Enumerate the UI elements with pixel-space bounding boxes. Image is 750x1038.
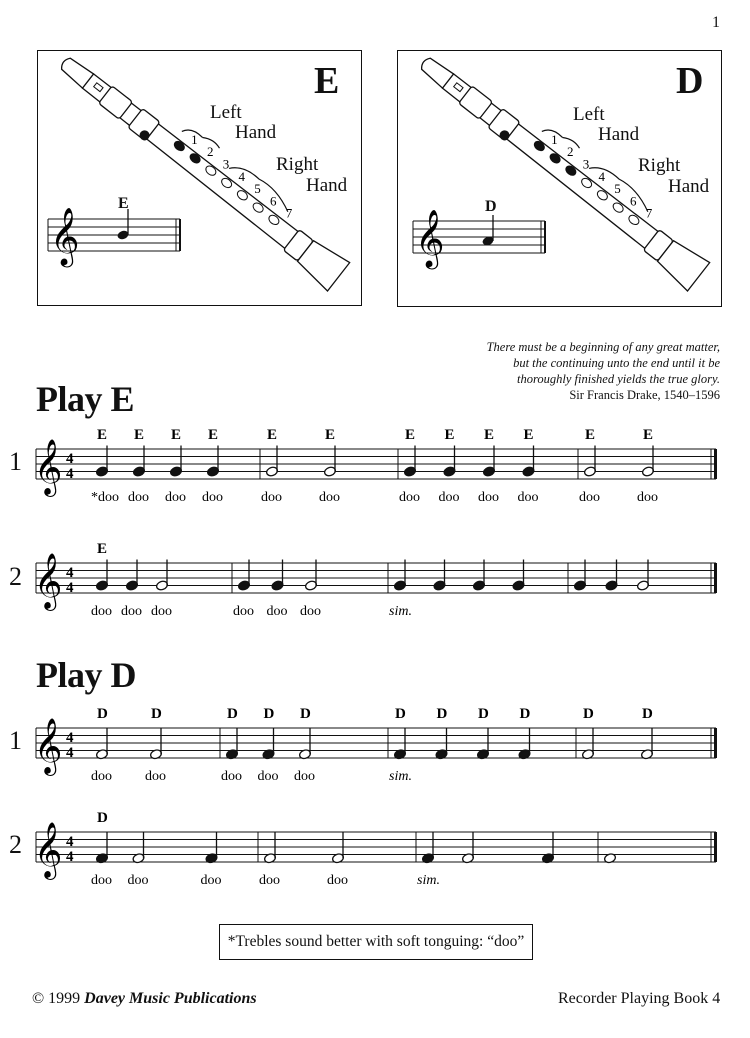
- lyric-syllable: doo: [266, 604, 288, 619]
- note-label: D: [97, 706, 108, 722]
- exercise-number: 1: [9, 447, 22, 476]
- lyric-syllable: doo: [127, 873, 149, 888]
- lyric-syllable: doo: [517, 490, 539, 505]
- note-label: D: [263, 706, 275, 722]
- time-signature: 4: [66, 834, 74, 850]
- note-label: E: [405, 427, 416, 443]
- lyric-syllable: doo: [257, 769, 279, 784]
- final-barline: [714, 832, 717, 862]
- note-label: E: [643, 427, 654, 443]
- lyric-syllable: doo: [319, 490, 340, 505]
- note-label: D: [151, 706, 162, 722]
- note-label: E: [523, 427, 534, 443]
- lyric-syllable: doo: [121, 604, 142, 619]
- time-signature: 4: [66, 849, 74, 865]
- note-label: E: [97, 427, 108, 443]
- music-system: [34, 810, 717, 888]
- treble-clef: 𝄞: [415, 210, 445, 266]
- publisher-name: Davey Music Publications: [84, 990, 257, 1007]
- hole-number: 3: [582, 156, 590, 172]
- lyric-syllable: doo: [327, 873, 348, 888]
- lyric-syllable: doo: [399, 490, 420, 505]
- lyric-syllable: doo: [259, 873, 280, 888]
- time-signature: 4: [66, 451, 74, 467]
- note-label: E: [171, 427, 182, 443]
- lyric-syllable: doo: [151, 604, 172, 619]
- simile-marking: sim.: [417, 873, 440, 888]
- lyric-syllable: doo: [300, 604, 321, 619]
- note-label: D: [436, 706, 448, 722]
- right-hand-label: Right Hand: [276, 154, 348, 196]
- note-label: E: [585, 427, 596, 443]
- staff-note-label: E: [118, 195, 129, 212]
- lyric-syllable: doo: [233, 604, 254, 619]
- exercise-number: 2: [9, 830, 22, 859]
- hole-number: 6: [629, 193, 637, 209]
- hole-number: 1: [191, 131, 198, 147]
- quote-author: Sir Francis Drake, 1540–1596: [569, 388, 720, 402]
- note-label: E: [325, 427, 336, 443]
- hole-number: 4: [238, 168, 245, 184]
- note-label: D: [478, 706, 489, 722]
- hole-number: 5: [254, 181, 261, 197]
- hole-number: 2: [566, 144, 574, 160]
- lyric-syllable: doo: [579, 490, 600, 505]
- lyric-syllable: doo: [438, 490, 460, 505]
- music-system: [34, 541, 717, 619]
- treble-clef: 𝄞: [34, 824, 63, 877]
- quote-line: thoroughly finished yields the true glory.: [517, 372, 720, 386]
- time-signature: 4: [66, 466, 74, 482]
- lyric-syllable: doo: [637, 490, 658, 505]
- final-barline: [714, 728, 717, 758]
- footnote-box: *Trebles sound better with soft tonguing: “doo”: [219, 924, 533, 960]
- left-hand-label: Left Hand: [210, 102, 277, 143]
- treble-clef: 𝄞: [34, 441, 63, 494]
- left-hand-label: Left Hand: [573, 104, 640, 145]
- lyric-syllable: doo: [221, 769, 242, 784]
- lyric-syllable: doo: [128, 490, 149, 505]
- quote-line: but the continuing unto the end until it be: [513, 356, 720, 370]
- lyric-syllable: doo: [200, 873, 222, 888]
- lyric-syllable: doo: [91, 604, 112, 619]
- treble-clef: 𝄞: [34, 555, 63, 608]
- simile-marking: sim.: [389, 604, 412, 619]
- treble-clef: 𝄞: [34, 720, 63, 773]
- hole-number: 2: [206, 144, 214, 160]
- staff-note-label: D: [485, 198, 497, 215]
- note-label: E: [444, 427, 455, 443]
- lyric-syllable: *doo: [91, 490, 119, 505]
- hole-number: 3: [222, 156, 230, 172]
- footer-book-title: Recorder Playing Book 4: [558, 990, 721, 1007]
- chart-note-letter: D: [676, 60, 704, 102]
- lyric-syllable: doo: [261, 490, 282, 505]
- page-number: 1: [712, 14, 720, 31]
- note-label: D: [227, 706, 238, 722]
- lyric-syllable: doo: [145, 769, 166, 784]
- hole-number: 1: [551, 131, 558, 147]
- hole-number: 6: [269, 193, 277, 209]
- lyric-syllable: doo: [91, 769, 112, 784]
- lyric-syllable: doo: [294, 769, 315, 784]
- note-label: E: [484, 427, 495, 443]
- lyric-syllable: doo: [91, 873, 112, 888]
- treble-clef: 𝄞: [50, 208, 80, 264]
- exercise-number: 1: [9, 726, 22, 755]
- section-title-play-e: Play E: [36, 379, 135, 419]
- note-label: D: [300, 706, 311, 722]
- final-barline: [714, 563, 717, 593]
- lyric-syllable: doo: [202, 490, 223, 505]
- simile-marking: sim.: [389, 769, 412, 784]
- note-label: E: [208, 427, 219, 443]
- note-label: D: [642, 706, 653, 722]
- lyric-syllable: doo: [478, 490, 499, 505]
- quote-line: There must be a beginning of any great matter,: [486, 340, 720, 354]
- copyright-year: © 1999: [32, 990, 81, 1007]
- time-signature: 4: [66, 565, 74, 581]
- hole-number: 7: [285, 205, 293, 221]
- hole-number: 4: [598, 168, 605, 184]
- footer-copyright: [32, 990, 257, 1008]
- time-signature: 4: [66, 745, 74, 761]
- note-label: D: [395, 706, 406, 722]
- time-signature: 4: [66, 730, 74, 746]
- note-label: E: [134, 427, 145, 443]
- chart-note-letter: E: [314, 60, 340, 102]
- lyric-syllable: doo: [165, 490, 186, 505]
- note-label: E: [97, 541, 108, 557]
- hole-number: 7: [645, 205, 653, 221]
- note-label: E: [267, 427, 278, 443]
- music-system: [34, 427, 717, 505]
- section-title-play-d: Play D: [36, 655, 136, 695]
- note-label: D: [583, 706, 594, 722]
- note-label: D: [519, 706, 531, 722]
- final-barline: [714, 449, 717, 479]
- time-signature: 4: [66, 580, 74, 596]
- hole-number: 5: [614, 181, 621, 197]
- right-hand-label: Right Hand: [638, 155, 710, 197]
- exercise-number: 2: [9, 562, 22, 591]
- music-system: [34, 706, 717, 784]
- note-label: D: [97, 810, 108, 826]
